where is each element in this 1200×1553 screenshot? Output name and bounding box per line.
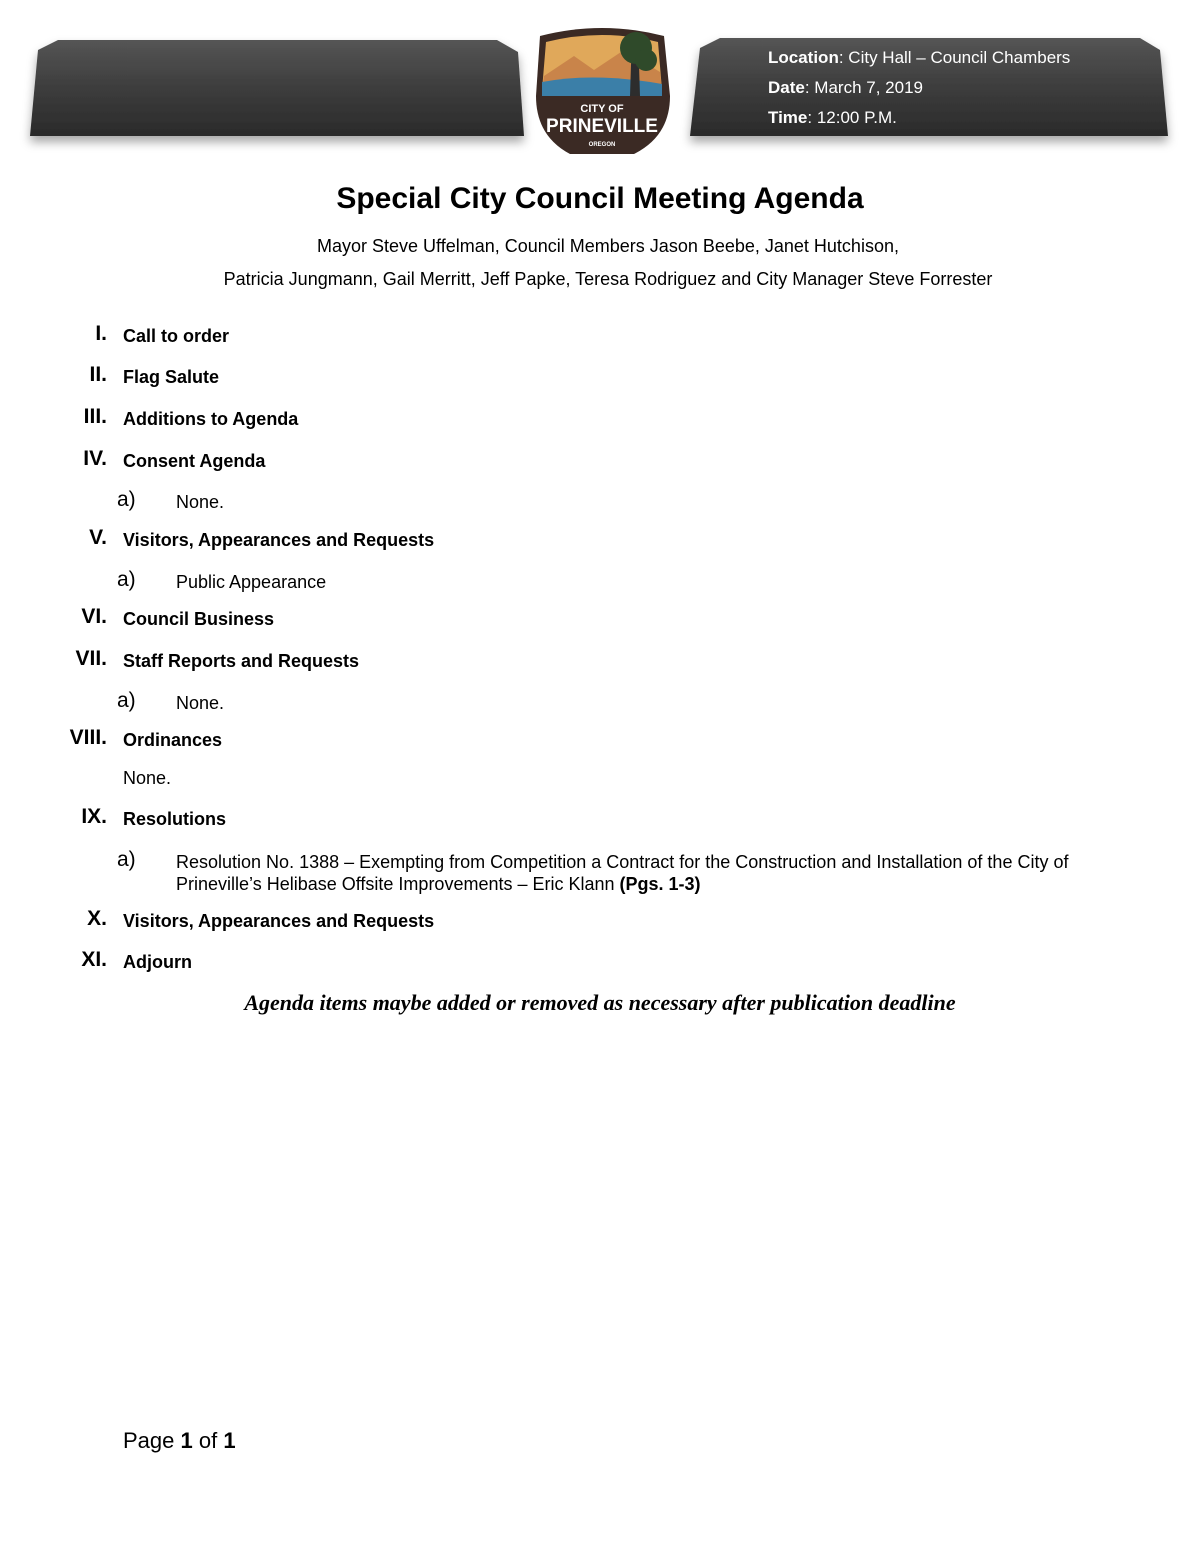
ordinances-none: None.	[123, 768, 172, 788]
page-total: 1	[223, 1428, 236, 1453]
item-title: Additions to Agenda	[123, 409, 299, 429]
page-footer	[123, 1428, 236, 1454]
item-title: Call to order	[123, 326, 230, 346]
date-value: : March 7, 2019	[804, 78, 923, 97]
item-title: Adjourn	[123, 952, 192, 972]
time-label: Time	[768, 108, 808, 127]
subitem-text: Public Appearance	[176, 572, 327, 592]
time-line	[768, 106, 1070, 136]
item-title: Consent Agenda	[123, 451, 266, 471]
item-title: Flag Salute	[123, 367, 220, 387]
subitem-text: None.	[176, 693, 225, 713]
item-numeral: VIII.	[69, 726, 107, 749]
item-numeral: XI.	[81, 948, 107, 971]
page-number: 1	[180, 1428, 193, 1453]
subitem-text	[176, 851, 1106, 895]
subitem-letter: a)	[117, 848, 136, 871]
item-numeral: IV.	[83, 447, 107, 470]
attendees-line-1: Mayor Steve Uffelman, Council Members Jason Beebe, Janet Hutchison,	[317, 236, 899, 256]
item-title: Ordinances	[123, 730, 223, 750]
date-label: Date	[768, 78, 805, 97]
item-title: Visitors, Appearances and Requests	[123, 530, 435, 550]
subitem-letter: a)	[117, 568, 136, 591]
location-value: : City Hall – Council Chambers	[838, 48, 1071, 67]
agenda-note: Agenda items maybe added or removed as necessary after publication deadline	[244, 990, 956, 1015]
meeting-info	[768, 46, 1070, 136]
location-label: Location	[768, 48, 839, 67]
subitem-letter: a)	[117, 689, 136, 712]
subitem-letter: a)	[117, 488, 136, 511]
resolution-pages: (Pgs. 1-3)	[619, 874, 701, 894]
page-word: Page	[123, 1428, 181, 1453]
item-numeral: III.	[83, 405, 107, 428]
city-logo	[536, 28, 670, 154]
item-title: Staff Reports and Requests	[123, 651, 360, 671]
location-line	[768, 46, 1070, 76]
time-value: : 12:00 P.M.	[807, 108, 897, 127]
item-numeral: I.	[95, 322, 107, 345]
item-numeral: IX.	[81, 805, 107, 828]
logo-oregon: OREGON	[588, 142, 616, 148]
item-numeral: II.	[89, 363, 107, 386]
item-title: Visitors, Appearances and Requests	[123, 911, 435, 931]
resolution-text: Resolution No. 1388 – Exempting from Competition a Contract for the Construction and Installation of the City of Prineville’s Helibase Offsite Improvements – Eric Klann	[176, 852, 1069, 894]
left-banner-bar	[30, 40, 524, 136]
attendees-line-2: Patricia Jungmann, Gail Merritt, Jeff Papke, Teresa Rodriguez and City Manager Steve Forrester	[223, 269, 993, 289]
logo-city-of: CITY OF	[580, 103, 624, 115]
logo-prineville: PRINEVILLE	[546, 116, 658, 137]
item-numeral: V.	[89, 526, 107, 549]
item-numeral: VI.	[81, 605, 107, 628]
item-title: Council Business	[123, 609, 275, 629]
item-numeral: VII.	[75, 647, 107, 670]
attendees	[0, 230, 1200, 296]
page-title: Special City Council Meeting Agenda	[336, 182, 864, 215]
item-numeral: X.	[87, 907, 107, 930]
of-word: of	[192, 1428, 224, 1453]
date-line	[768, 76, 1070, 106]
subitem-text: None.	[176, 492, 225, 512]
item-title: Resolutions	[123, 809, 227, 829]
